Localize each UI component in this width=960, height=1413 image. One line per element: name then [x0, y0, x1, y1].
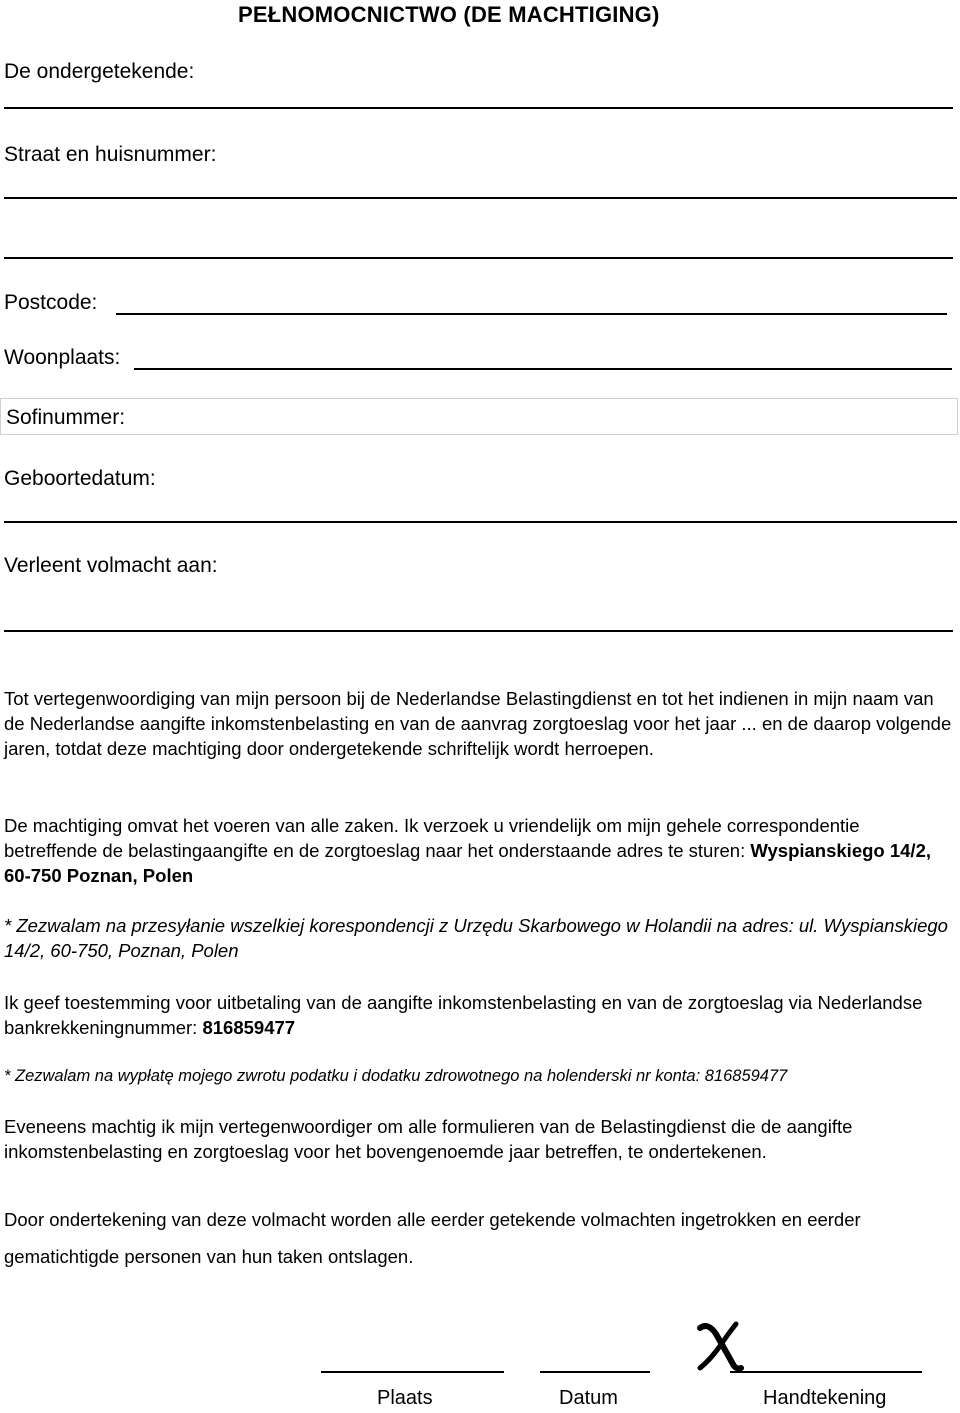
document-title: PEŁNOMOCNICTWO (DE MACHTIGING): [238, 2, 660, 27]
paragraph-formulieren: Eveneens machtig ik mijn vertegenwoordiger om alle formulieren van de Belastingdienst die de aangifte inkomstenbelasting en zorgtoeslag voor het bovengenoemde jaar betreffen, te ondertekenen.: [4, 1116, 853, 1162]
paragraph-uitbetaling: [4, 990, 956, 1040]
field-line-straat-1[interactable]: [4, 197, 957, 199]
signature-line-plaats[interactable]: [321, 1371, 504, 1373]
label-sofinummer: Sofinummer:: [6, 406, 126, 429]
paragraph-intrekking: Door ondertekening van deze volmacht worden alle eerder getekende volmachten ingetrokken en eerder gematichtigde personen van hun taken ontslagen.: [4, 1209, 861, 1267]
bank-account-number: 816859477: [202, 1017, 296, 1038]
field-line-straat-2[interactable]: [4, 257, 953, 259]
label-datum: Datum: [559, 1387, 618, 1409]
field-box-sofinummer[interactable]: [0, 398, 958, 435]
field-line-volmacht[interactable]: [4, 630, 953, 632]
paragraph-polish-correspondence: * Zezwalam na przesyłanie wszelkiej korespondencji z Urzędu Skarbowego w Holandii na adres: ul. Wyspianskiego 14/2, 60-750, Poznan, Polen: [4, 915, 948, 961]
signature-x-mark: [694, 1318, 744, 1374]
paragraph-correspondentie: [4, 813, 956, 888]
label-plaats: Plaats: [377, 1387, 433, 1409]
paragraph-correspondentie-text: De machtiging omvat het voeren van alle zaken. Ik verzoek u vriendelijk om mijn gehele correspondentie betreffende de belastingaangifte en de zorgtoeslag naar het onderstaande adres te sturen:: [4, 815, 860, 861]
label-ondergetekende: De ondergetekende:: [4, 60, 195, 83]
label-woonplaats: Woonplaats:: [4, 346, 121, 369]
label-geboortedatum: Geboortedatum:: [4, 467, 156, 490]
paragraph-uitbetaling-text: Ik geef toestemming voor uitbetaling van de aangifte inkomstenbelasting en van de zorgtoeslag via Nederlandse bankrekkeningnummer:: [4, 992, 923, 1038]
signature-line-handtekening[interactable]: [730, 1371, 922, 1373]
label-straat: Straat en huisnummer:: [4, 143, 217, 166]
correspondence-address: Wyspianskiego 14/2, 60-750 Poznan, Polen: [4, 840, 932, 886]
paragraph-vertegenwoordiging: Tot vertegenwoordiging van mijn persoon bij de Nederlandse Belastingdienst en tot het indienen in mijn naam van de Nederlandse aangifte inkomstenbelasting en van de aanvrag zorgtoeslag voor het jaar ... en de daarop volgende jaren, totdat deze machtiging door ondergetekende schriftelijk wordt herroepen.: [4, 688, 952, 759]
signature-line-datum[interactable]: [540, 1371, 650, 1373]
field-line-ondergetekende[interactable]: [4, 107, 953, 109]
field-line-postcode[interactable]: [116, 313, 947, 315]
label-postcode: Postcode:: [4, 291, 98, 314]
field-line-woonplaats[interactable]: [134, 368, 952, 370]
label-volmacht: Verleent volmacht aan:: [4, 554, 218, 577]
field-line-geboortedatum[interactable]: [4, 521, 957, 523]
label-handtekening: Handtekening: [763, 1387, 887, 1409]
paragraph-polish-payment: * Zezwalam na wypłatę mojego zwrotu podatku i dodatku zdrowotnego na holenderski nr konta: 816859477: [4, 1067, 788, 1085]
